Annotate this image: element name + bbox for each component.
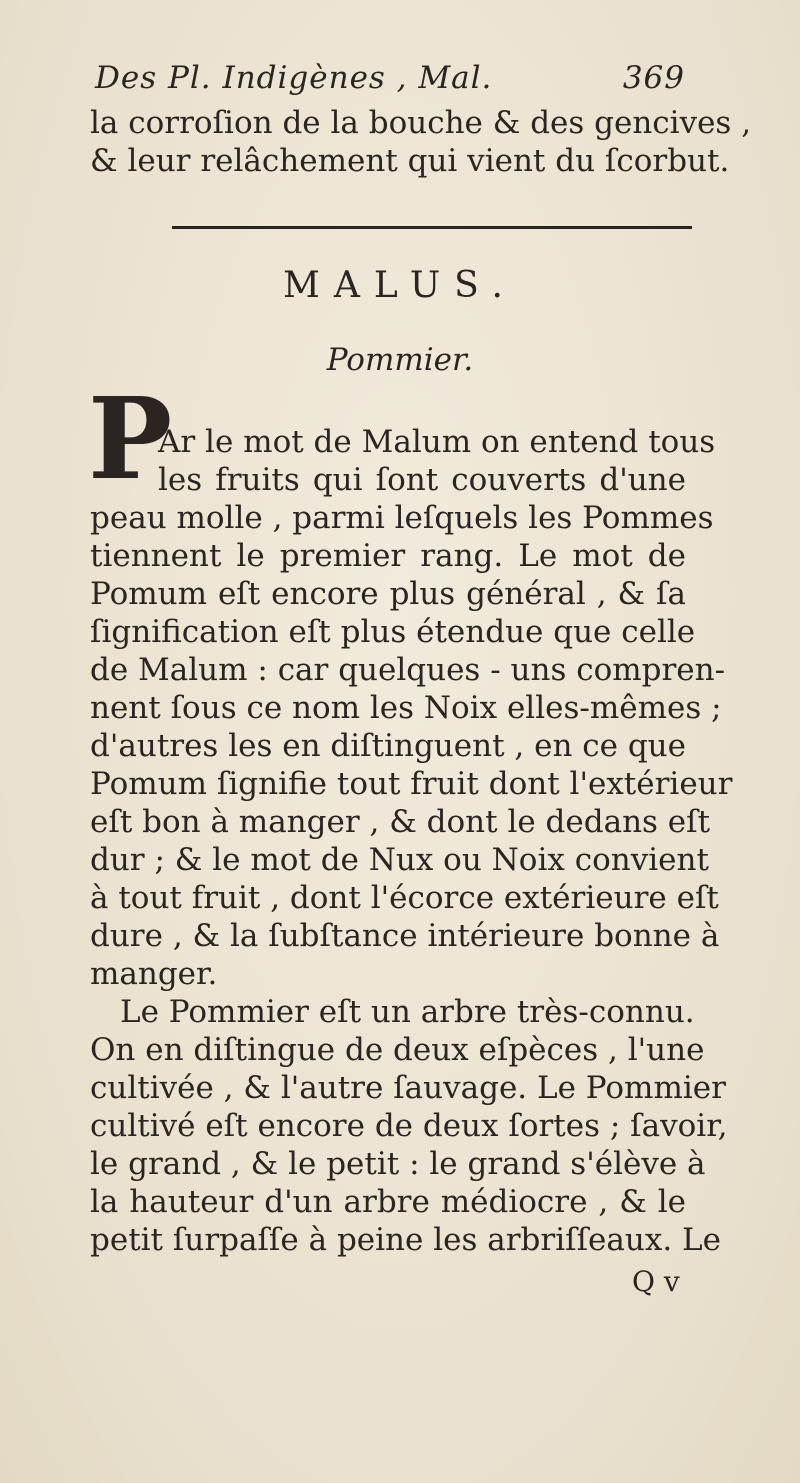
text-line: la hauteur d'un arbre médiocre , & le [90, 1184, 686, 1220]
text-line: eſt bon à manger , & dont le dedans eſt [90, 804, 711, 840]
text-line: & leur relâchement qui vient du ſcorbut. [90, 143, 730, 179]
text-line: On en diſtingue de deux eſpèces , l'une [90, 1032, 705, 1068]
text-line: peau molle , parmi leſquels les Pommes [90, 500, 714, 536]
text-line: Ar le mot de Malum on entend tous [158, 424, 716, 460]
text-line: tiennent le premier rang. Le mot de [90, 538, 686, 574]
running-header [95, 60, 685, 96]
drop-cap: P [88, 374, 173, 505]
text-line: de Malum : car quelques - uns compren- [90, 652, 726, 688]
text-line: ſignification eſt plus étendue que celle [90, 614, 696, 650]
page-number: 369 [622, 60, 685, 96]
text-line: la corroſion de la bouche & des gencives , [90, 105, 752, 141]
text-line: cultivée , & l'autre ſauvage. Le Pommier [90, 1070, 726, 1106]
text-line: dur ; & le mot de Nux ou Noix convient [90, 842, 709, 878]
text-line: d'autres les en diſtinguent , en ce que [90, 728, 686, 764]
text-line: à tout fruit , dont l'écorce extérieure eſt [90, 880, 719, 916]
section-subtitle: Pommier. [326, 342, 474, 378]
section-rule [172, 226, 692, 229]
text-line: le grand , & le petit : le grand s'élève à [90, 1146, 706, 1182]
text-line: nent ſous ce nom les Noix elles-mêmes ; [90, 690, 722, 726]
text-line: manger. [90, 956, 218, 992]
text-line: Pomum eſt encore plus général , & ſa [90, 576, 686, 612]
text-line: dure , & la ſubſtance intérieure bonne à [90, 918, 720, 954]
signature-mark: Q v [632, 1265, 680, 1298]
text-line: petit ſurpaſſe à peine les arbriſſeaux. Le [90, 1222, 721, 1258]
running-title: Des Pl. Indigènes , Mal. [95, 60, 493, 96]
text-line: cultivé eſt encore de deux ſortes ; ſavoir, [90, 1108, 728, 1144]
section-title: MALUS. [283, 265, 517, 306]
text-line: Le Pommier eſt un arbre très-connu. [120, 994, 695, 1030]
text-line: les fruits qui ſont couverts d'une [158, 462, 686, 498]
text-line: Pomum ſignifie tout fruit dont l'extérieur [90, 766, 733, 802]
